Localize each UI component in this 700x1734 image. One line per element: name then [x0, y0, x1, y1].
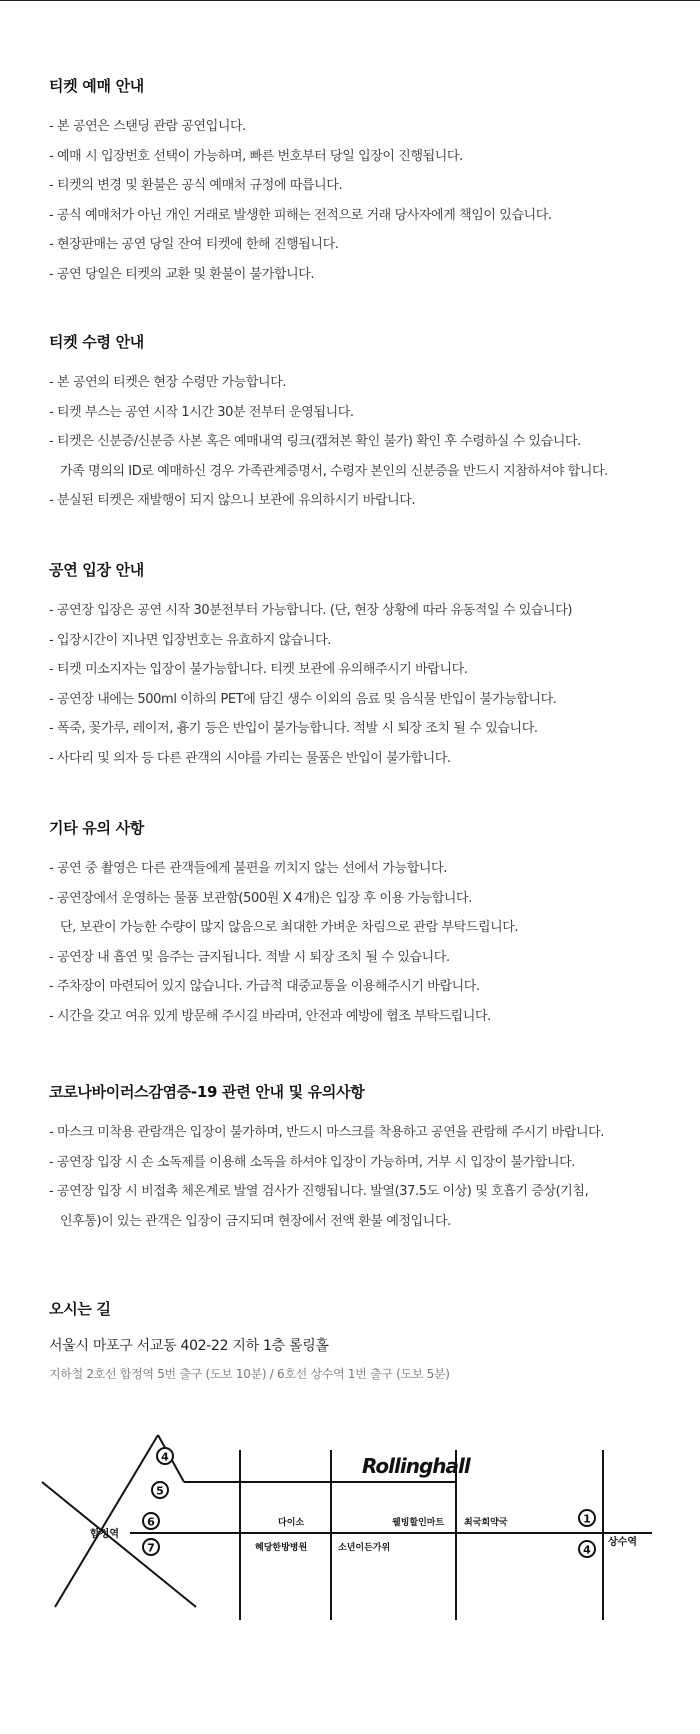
list-item: - 사다리 및 의자 등 다른 관객의 시야를 가리는 물품은 반입이 불가합니다. — [49, 750, 451, 766]
list-item: - 티켓의 변경 및 환불은 공식 예매처 규정에 따릅니다. — [49, 178, 343, 193]
list-item: - 티켓 미소지자는 입장이 불가능합니다. 티켓 보관에 유의해주시기 바랍니다. — [49, 662, 468, 677]
station-label-hapjeong: 합정역 — [90, 1529, 119, 1540]
list-item: - 공연장 입장 시 손 소독제를 이용해 소독을 하셔야 입장이 가능하며, 거부 시 입장이 불가합니다. — [49, 1154, 576, 1170]
section-ticket-booking — [49, 75, 689, 289]
list-item: - 공식 예매처가 아닌 개인 거래로 발생한 피해는 전적으로 거래 당사자에게 책임이 있습니다. — [49, 207, 552, 223]
exit-marker — [143, 1513, 159, 1529]
list-item: 인후통)이 있는 관객은 입장이 금지되며 현장에서 전액 환불 예정입니다. — [60, 1213, 451, 1229]
section-title: 기타 유의 사항 — [49, 819, 144, 837]
notice-list — [49, 1118, 689, 1236]
exit-marker — [579, 1541, 595, 1557]
list-item: - 본 공연의 티켓은 현장 수령만 가능합니다. — [49, 375, 287, 390]
list-item: - 공연장 내 흡연 및 음주는 금지됩니다. 적발 시 퇴장 조치 될 수 있습니다. — [49, 949, 450, 965]
exit-number: 1 — [583, 1512, 591, 1526]
list-item: - 분실된 티켓은 재발행이 되지 않으니 보관에 유의하시기 바랍니다. — [49, 493, 416, 508]
exit-number: 6 — [147, 1515, 155, 1529]
list-item: - 폭죽, 꽃가루, 레이저, 흉기 등은 반입이 불가능합니다. 적발 시 퇴장 조치 될 수 있습니다. — [49, 721, 538, 736]
venue-address: 서울시 마포구 서교동 402-22 지하 1층 롤링홀 — [49, 1338, 329, 1354]
list-item: - 공연장 입장은 공연 시작 30분전부터 가능합니다. (단, 현장 상황에 따라 유동적일 수 있습니다) — [49, 603, 573, 618]
list-item: - 티켓은 신분증/신분증 사본 혹은 예매내역 링크(캡쳐본 확인 불가) 확인 후 수령하실 수 있습니다. — [49, 434, 581, 449]
exit-marker — [579, 1510, 595, 1526]
notice-list — [49, 596, 689, 773]
section-title: 코로나바이러스감염증-19 관련 안내 및 유의사항 — [49, 1083, 365, 1101]
notice-list — [49, 854, 689, 1031]
list-item: - 예매 시 입장번호 선택이 가능하며, 빠른 번호부터 당일 입장이 진행됩니다. — [49, 148, 463, 164]
list-item: - 공연 중 촬영은 다른 관객들에게 불편을 끼치지 않는 선에서 가능합니다. — [49, 861, 447, 876]
exit-number: 7 — [147, 1541, 155, 1555]
notice-list — [49, 368, 689, 516]
section-title: 티켓 예매 안내 — [49, 77, 144, 95]
list-item: - 공연장에서 운영하는 물품 보관함(500원 X 4개)은 입장 후 이용 가능합니다. — [49, 890, 472, 906]
section-title: 오시는 길 — [49, 1300, 111, 1318]
list-item: 단, 보관이 가능한 수량이 많지 않음으로 최대한 가벼운 차림으로 관람 부탁드립니다. — [60, 920, 519, 935]
list-item: - 주차장이 마련되어 있지 않습니다. 가급적 대중교통을 이용해주시기 바랍니다. — [49, 979, 480, 994]
map-roads — [42, 1435, 652, 1620]
venue-logo: Rollinghall — [362, 1454, 470, 1478]
list-item: - 본 공연은 스탠딩 관람 공연입니다. — [49, 119, 246, 134]
exit-number: 5 — [156, 1484, 164, 1498]
section-ticket-pickup — [49, 331, 689, 516]
exit-marker — [143, 1539, 159, 1555]
list-item: 가족 명의의 ID로 예매하신 경우 가족관계증명서, 수령자 본인의 신분증을 반드시 지참하셔야 합니다. — [60, 463, 608, 479]
section-directions — [49, 1298, 689, 1382]
list-item: - 공연 당일은 티켓의 교환 및 환불이 불가합니다. — [49, 266, 315, 282]
section-entry — [49, 559, 689, 773]
list-item: - 공연장 내에는 500ml 이하의 PET에 담긴 생수 이외의 음료 및 음식물 반입이 불가능합니다. — [49, 691, 557, 707]
section-title: 티켓 수령 안내 — [49, 333, 144, 351]
landmark-label: 웰빙할인마트 — [392, 1518, 445, 1528]
transit-info: 지하철 2호선 합정역 5번 출구 (도보 10분) / 6호선 상수역 1번 출구 (도보 5분) — [49, 1367, 450, 1381]
list-item: - 티켓 부스는 공연 시작 1시간 30분 전부터 운영됩니다. — [49, 404, 354, 420]
landmark-label: 혜당한방병원 — [255, 1543, 308, 1553]
top-divider — [0, 0, 700, 1]
list-item: - 마스크 미착용 관람객은 입장이 불가하며, 반드시 마스크를 착용하고 공연을 관람해 주시기 바랍니다. — [49, 1125, 605, 1140]
landmark-label: 다이소 — [278, 1518, 305, 1528]
list-item: - 시간을 갖고 여유 있게 방문해 주시길 바라며, 안전과 예방에 협조 부탁드립니다. — [49, 1008, 491, 1024]
exit-marker — [152, 1482, 168, 1498]
section-covid — [49, 1081, 689, 1236]
exit-number: 4 — [583, 1543, 591, 1557]
exit-number: 4 — [161, 1450, 169, 1464]
notice-list — [49, 112, 689, 289]
section-other-notes — [49, 817, 689, 1031]
exit-marker — [157, 1448, 173, 1464]
station-label-sangsu: 상수역 — [608, 1537, 637, 1548]
section-title: 공연 입장 안내 — [49, 561, 144, 579]
landmark-label: 최국희약국 — [464, 1518, 508, 1528]
landmark-label: 소년이든가위 — [338, 1543, 391, 1553]
list-item: - 입장시간이 지나면 입장번호는 유효하지 않습니다. — [49, 632, 332, 648]
location-map — [40, 1430, 660, 1630]
list-item: - 공연장 입장 시 비접촉 체온계로 발열 검사가 진행됩니다. 발열(37.5도 이상) 및 호흡기 증상(기침, — [49, 1184, 589, 1199]
list-item: - 현장판매는 공연 당일 잔여 티켓에 한해 진행됩니다. — [49, 237, 339, 252]
